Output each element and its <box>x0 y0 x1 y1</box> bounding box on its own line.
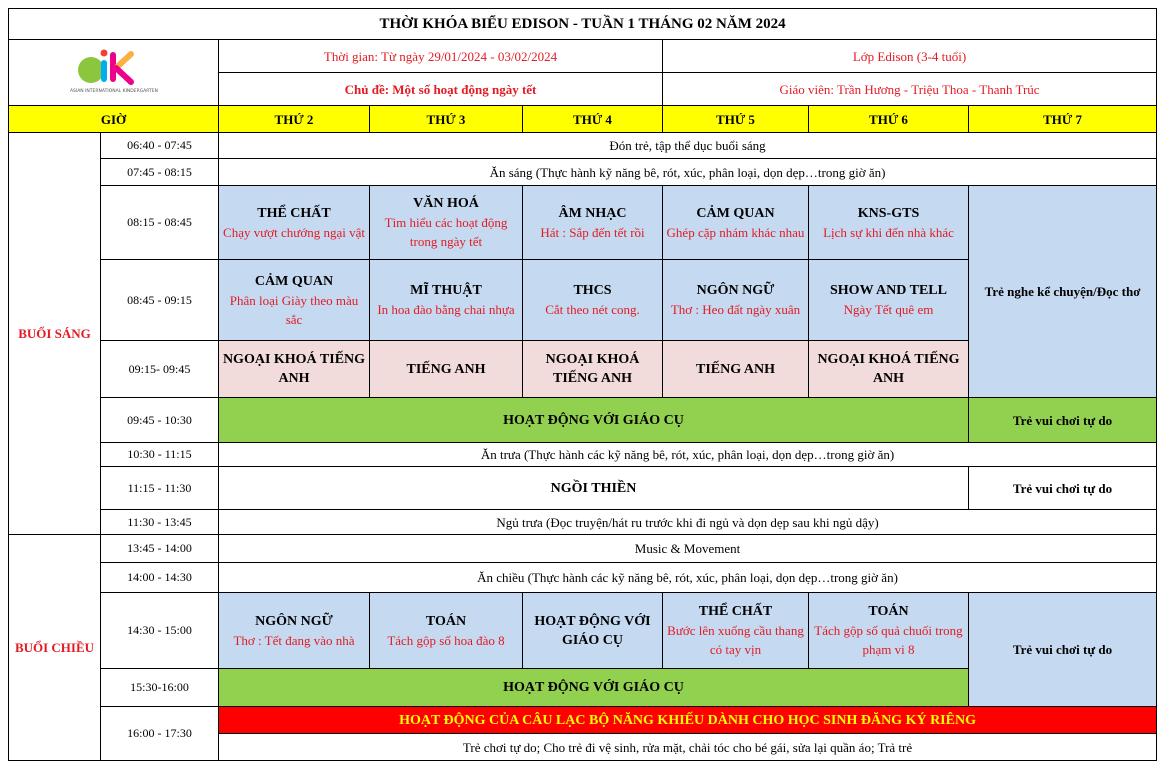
lesson-activity: Tách gộp số quả chuối trong phạm vi 8 <box>814 623 963 657</box>
lesson-subject: VĂN HOÁ <box>413 196 479 211</box>
lesson-activity: Tìm hiểu các hoạt động trong ngày tết <box>384 215 508 249</box>
row-activity: Ăn chiều (Thực hành các kỹ năng bê, rót, xúc, phân loại, dọn dẹp…trong giờ ăn) <box>219 563 1157 593</box>
english-cell: TIẾNG ANH <box>663 341 809 398</box>
row-activity: Ăn trưa (Thực hành các kỹ năng bê, rót, xúc, phân loại, dọn dẹp…trong giờ ăn) <box>219 443 1157 467</box>
header-day-6: THỨ 6 <box>809 106 969 133</box>
time-slot: 11:30 - 13:45 <box>101 510 219 535</box>
lesson-subject: HOẠT ĐỘNG VỚI GIÁO CỤ <box>534 613 651 648</box>
session-afternoon: BUỔI CHIỀU <box>9 535 101 761</box>
lesson-cell <box>370 260 523 341</box>
lesson-activity: Bước lên xuống cầu thang có tay vịn <box>667 623 804 657</box>
meditation: NGỒI THIỀN <box>219 467 969 510</box>
lesson-subject: TOÁN <box>425 613 467 629</box>
lesson-activity: Hát : Sắp đến tết rồi <box>540 224 645 240</box>
row-activity: Ngủ trưa (Đọc truyện/hát ru trước khi đi ngủ và dọn dẹp sau khi ngủ dậy) <box>219 510 1157 535</box>
lesson-activity: Cắt theo nét cong. <box>545 302 640 317</box>
time-slot: 08:15 - 08:45 <box>101 186 219 260</box>
lesson-subject: THỂ CHẤT <box>698 604 773 619</box>
lesson-activity: Phân loại Giày theo màu sắc <box>229 292 359 327</box>
lesson-cell <box>809 186 969 260</box>
lesson-subject: NGÔN NGỮ <box>696 283 775 298</box>
lesson-activity: Ngày Tết quê em <box>843 302 934 317</box>
lesson-cell <box>809 593 969 669</box>
lesson-subject: NGÔN NGỮ <box>255 613 333 629</box>
english-cell: NGOẠI KHOÁ TIẾNG ANH <box>809 341 969 398</box>
montessori-activity: HOẠT ĐỘNG VỚI GIÁO CỤ <box>219 669 969 707</box>
english-cell: TIẾNG ANH <box>370 341 523 398</box>
lesson-subject: CẢM QUAN <box>254 273 334 289</box>
lesson-activity: Chạy vượt chướng ngại vật <box>223 224 365 240</box>
timetable <box>8 8 1157 761</box>
time-slot: 14:00 - 14:30 <box>101 563 219 593</box>
time-slot: 07:45 - 08:15 <box>101 159 219 186</box>
time-slot: 14:30 - 15:00 <box>101 593 219 669</box>
lesson-cell <box>663 186 809 260</box>
lesson-cell <box>219 186 370 260</box>
lesson-activity: Thơ : Heo đất ngày xuân <box>670 302 801 317</box>
row-activity: Ăn sáng (Thực hành kỹ năng bê, rót, xúc, phân loại, dọn dẹp…trong giờ ăn) <box>219 159 1157 186</box>
lesson-activity: Thơ : Tết đang vào nhà <box>233 632 355 648</box>
lesson-cell <box>219 593 370 669</box>
lesson-subject: ÂM NHẠC <box>558 205 627 221</box>
time-slot: 15:30-16:00 <box>101 669 219 707</box>
lesson-cell <box>809 260 969 341</box>
time-slot: 13:45 - 14:00 <box>101 535 219 563</box>
session-morning: BUỔI SÁNG <box>9 133 101 535</box>
club-activity-banner: HOẠT ĐỘNG CỦA CÂU LẠC BỘ NĂNG KHIẾU DÀNH CHO HỌC SINH ĐĂNG KÝ RIÊNG <box>219 707 1157 734</box>
time-slot: 09:45 - 10:30 <box>101 398 219 443</box>
header-day-7: THỨ 7 <box>969 106 1157 133</box>
lesson-cell <box>523 186 663 260</box>
lesson-subject: THỂ CHẤT <box>257 205 331 221</box>
row-activity: Đón trẻ, tập thể dục buổi sáng <box>219 133 1157 159</box>
time-slot: 11:15 - 11:30 <box>101 467 219 510</box>
lesson-subject: KNS-GTS <box>857 205 920 221</box>
lesson-subject: SHOW AND TELL <box>830 283 947 298</box>
saturday-afternoon: Trẻ vui chơi tự do <box>969 593 1157 707</box>
header-day-5: THỨ 5 <box>663 106 809 133</box>
lesson-subject: MĨ THUẬT <box>410 283 482 298</box>
row-activity: Music & Movement <box>219 535 1157 563</box>
teachers: Giáo viên: Trần Hương - Triệu Thoa - Thanh Trúc <box>663 73 1157 106</box>
lesson-subject: THCS <box>573 283 612 298</box>
english-cell: NGOẠI KHOÁ TIẾNG ANH <box>219 341 370 398</box>
time-range: Thời gian: Từ ngày 29/01/2024 - 03/02/2024 <box>219 40 663 73</box>
lesson-subject: TOÁN <box>868 604 909 619</box>
saturday-morning: Trẻ nghe kể chuyện/Đọc thơ <box>969 186 1157 398</box>
lesson-subject: CẢM QUAN <box>696 205 775 221</box>
time-slot: 06:40 - 07:45 <box>101 133 219 159</box>
lesson-cell <box>523 260 663 341</box>
time-slot: 16:00 - 17:30 <box>101 707 219 761</box>
lesson-cell <box>370 186 523 260</box>
saturday-free-play: Trẻ vui chơi tự do <box>969 467 1157 510</box>
lesson-activity: Ghép cặp nhám khác nhau <box>666 224 805 240</box>
svg-text:ASIAN INTERNATIONAL KINDERGART: ASIAN INTERNATIONAL KINDERGARTEN <box>69 89 158 94</box>
lesson-cell <box>663 593 809 669</box>
header-day-3: THỨ 3 <box>370 106 523 133</box>
time-slot: 10:30 - 11:15 <box>101 443 219 467</box>
lesson-activity: Tách gộp số hoa đào 8 <box>387 632 505 648</box>
time-slot: 08:45 - 09:15 <box>101 260 219 341</box>
lesson-cell <box>370 593 523 669</box>
row-activity: Trẻ chơi tự do; Cho trẻ đi vệ sinh, rửa mặt, chải tóc cho bé gái, sửa lại quần áo; Trả trẻ <box>219 734 1157 761</box>
lesson-cell <box>523 593 663 669</box>
header-day-2: THỨ 2 <box>219 106 370 133</box>
class-name: Lớp Edison (3-4 tuổi) <box>663 40 1157 73</box>
lesson-activity: In hoa đào bằng chai nhựa <box>377 302 515 317</box>
saturday-free-play: Trẻ vui chơi tự do <box>969 398 1157 443</box>
header-time: GIỜ <box>9 106 219 133</box>
lesson-cell <box>663 260 809 341</box>
time-slot: 09:15- 09:45 <box>101 341 219 398</box>
logo <box>9 40 219 106</box>
montessori-activity: HOẠT ĐỘNG VỚI GIÁO CỤ <box>219 398 969 443</box>
lesson-cell <box>219 260 370 341</box>
page-title: THỜI KHÓA BIỂU EDISON - TUẦN 1 THÁNG 02 NĂM 2024 <box>9 9 1157 40</box>
lesson-activity: Lịch sự khi đến nhà khác <box>823 224 954 240</box>
theme: Chủ đề: Một số hoạt động ngày tết <box>219 73 663 106</box>
header-day-4: THỨ 4 <box>523 106 663 133</box>
aik-logo-icon <box>69 42 159 98</box>
english-cell: NGOẠI KHOÁ TIẾNG ANH <box>523 341 663 398</box>
